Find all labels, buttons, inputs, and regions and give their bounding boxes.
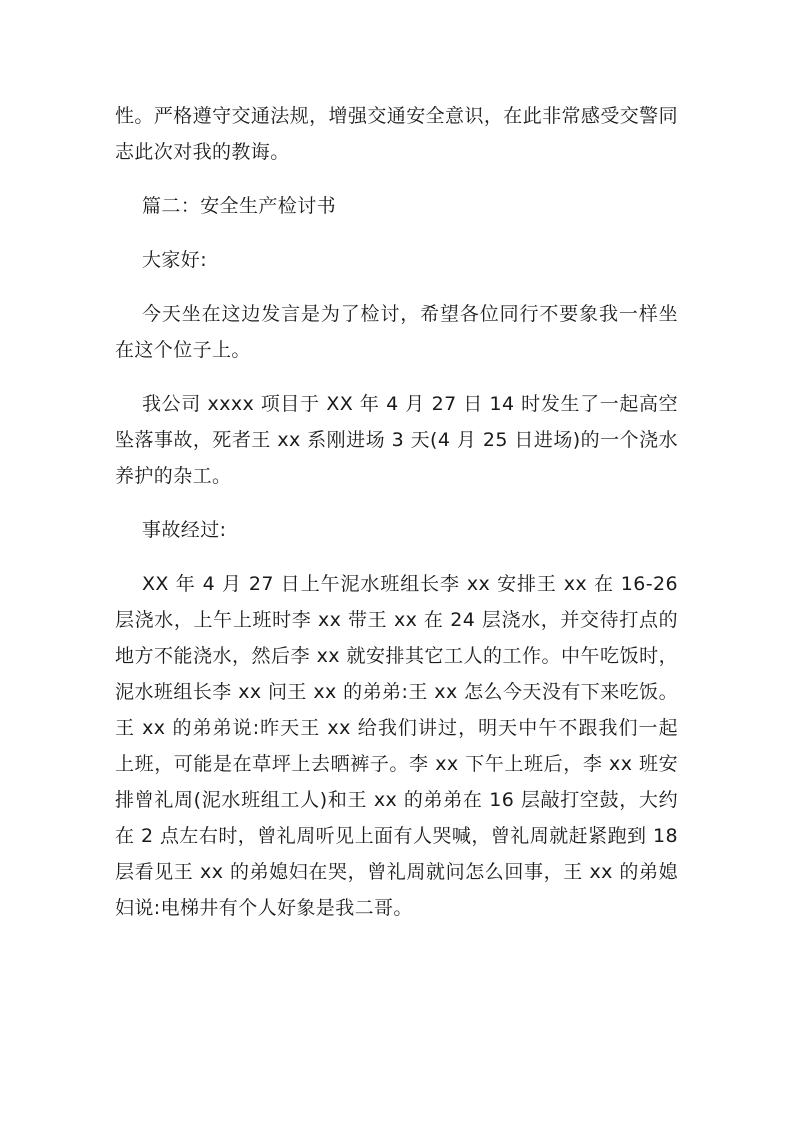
section-heading: 篇二：安全生产检讨书 [142,195,337,217]
paragraph-intro: 今天坐在这边发言是为了检讨，希望各位同行不要象我一样坐在这个位子上。 [115,303,678,361]
salutation: 大家好: [142,249,208,271]
document-body [115,98,678,944]
paragraph-incident-summary: 我公司 xxxx 项目于 XX 年 4 月 27 日 14 时发生了一起高空坠落事故，死者王 xx 系刚进场 3 天(4 月 25 日进场)的一个浇水养护的杂工。 [115,393,678,487]
subheading-incident-process: 事故经过: [142,519,227,541]
paragraph-incident-details: XX 年 4 月 27 日上午泥水班组长李 xx 安排王 xx 在 16-26 层浇水，上午上班时李 xx 带王 xx 在 24 层浇水，并交待打点的地方不能浇水，然后李 xx 就安排其它工人的工作。中午吃饭时，泥水班组长李 xx 问王 xx 的弟弟:王 xx 怎么今天没有下来吃饭。王 xx 的弟弟说:昨天王 xx 给我们讲过，明天中午不跟我们一起上班，可能是在草坪上去晒裤子。李 xx 下午上班后，李 xx 班安排曾礼周(泥水班组工人)和王 xx 的弟弟在 16 层敲打空鼓，大约在 2 点左右时，曾礼周听见上面有人哭喊，曾礼周就赶紧跑到 18 层看见王 xx 的弟媳妇在哭，曾礼周就问怎么回事，王 xx 的弟媳妇说:电梯井有个人好象是我二哥。 [115,573,678,919]
paragraph-continuation: 性。严格遵守交通法规，增强交通安全意识，在此非常感受交警同志此次对我的教诲。 [115,105,678,163]
